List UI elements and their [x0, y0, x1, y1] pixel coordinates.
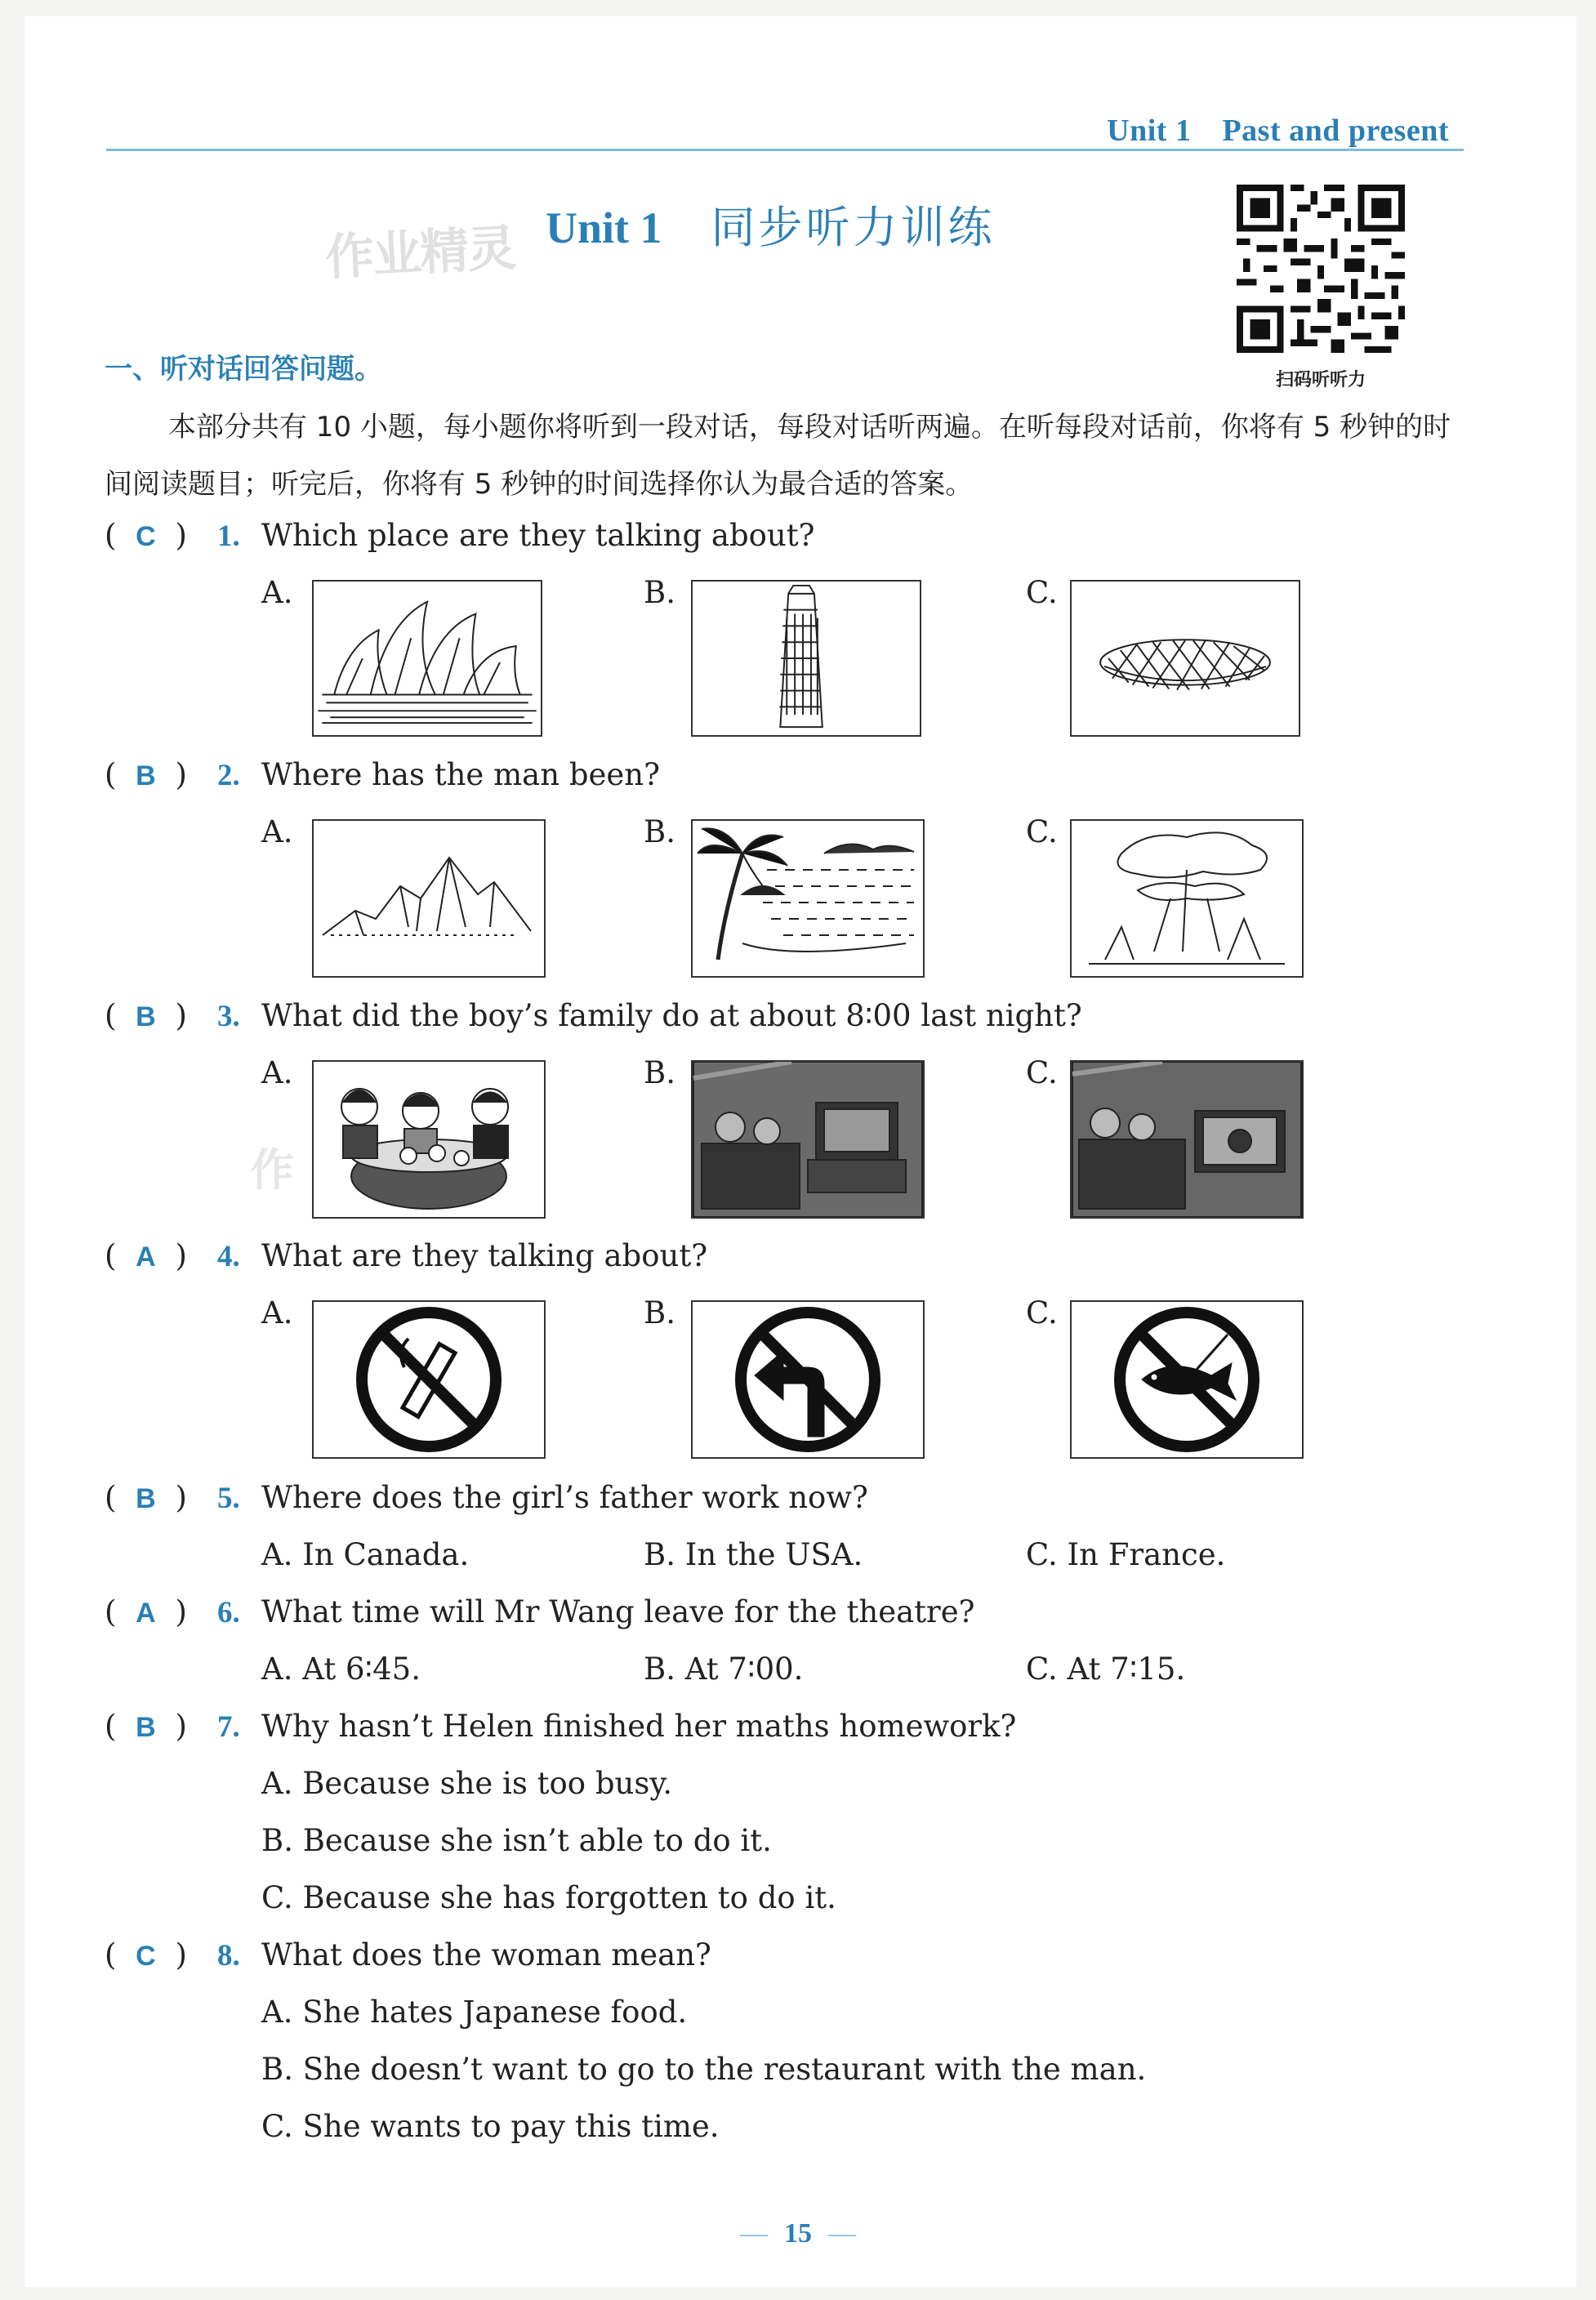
question-text: Which place are they talking about? — [261, 518, 815, 553]
title-text: 同步听力训练 — [711, 202, 996, 253]
answer-2[interactable]: B — [136, 760, 156, 791]
leaning-tower-image[interactable] — [691, 580, 921, 737]
option-c[interactable]: C. In France. — [1026, 1537, 1226, 1572]
option-b[interactable]: B. Because she isn’t able to do it. — [261, 1823, 772, 1858]
option-a[interactable]: A. In Canada. — [261, 1537, 470, 1572]
qr-caption: 扫码听听力 — [1275, 370, 1366, 390]
running-header — [1107, 113, 1449, 149]
birds-nest-stadium-image[interactable] — [1070, 580, 1300, 737]
answer-8[interactable]: C — [136, 1941, 156, 1972]
option-b[interactable]: B. — [644, 1295, 675, 1331]
section-instructions: 本部分共有 10 小题，每小题你将听到一段对话，每段对话听两遍。在听每段对话前，你将有 5 秒钟的时间阅读题目；听完后，你将有 5 秒钟的时间选择你认为最合适的答案。 — [105, 411, 1451, 501]
option-c[interactable]: C. At 7∶15. — [1026, 1651, 1186, 1687]
option-b[interactable]: B. She doesn’t want to go to the restaurant with the man. — [261, 2052, 1147, 2087]
option-a[interactable]: A. — [261, 575, 293, 610]
no-fishing-sign-image[interactable] — [1070, 1300, 1304, 1459]
option-c[interactable]: C. — [1026, 1295, 1058, 1331]
option-b[interactable]: B. — [644, 1055, 675, 1090]
option-c[interactable]: C. — [1026, 814, 1058, 849]
option-a[interactable]: A. Because she is too busy. — [261, 1766, 673, 1801]
page-footer: — 15 — — [740, 2218, 856, 2249]
watermark-fragment: 作 — [250, 1144, 294, 1196]
answer-4[interactable]: A — [136, 1241, 156, 1273]
question-text: What are they talking about? — [261, 1238, 708, 1273]
question-text: Why hasn’t Helen finished her maths homework? — [261, 1709, 1017, 1744]
answer-6[interactable]: A — [136, 1598, 156, 1629]
qr-code-icon — [1237, 185, 1405, 353]
question-8: ( C ) 8. What does the woman mean? — [105, 1937, 711, 1972]
qr-code[interactable] — [1237, 185, 1405, 353]
answer-7[interactable]: B — [136, 1712, 156, 1743]
mountains-image[interactable] — [312, 819, 546, 978]
option-b[interactable]: B. In the USA. — [644, 1537, 863, 1572]
option-a[interactable]: A. — [261, 1295, 293, 1331]
family-watching-tv-2-image[interactable] — [1070, 1060, 1304, 1219]
question-3: ( B ) 3. What did the boy’s family do at about 8∶00 last night? — [105, 998, 1082, 1033]
option-b[interactable]: B. At 7∶00. — [644, 1651, 804, 1687]
header-rule — [106, 149, 1464, 151]
beach-image[interactable] — [691, 819, 925, 978]
question-2: ( B ) 2. Where has the man been? — [105, 757, 660, 792]
option-c[interactable]: C. — [1026, 1055, 1058, 1090]
answer-1[interactable]: C — [136, 521, 156, 552]
page-number: 15 — [784, 2218, 812, 2249]
watermark: 作业精灵 — [323, 219, 516, 288]
option-c[interactable]: C. Because she has forgotten to do it. — [261, 1880, 836, 1915]
option-a[interactable]: A. She hates Japanese food. — [261, 1995, 688, 2030]
question-text: Where has the man been? — [261, 757, 660, 792]
no-left-turn-sign-image[interactable] — [691, 1300, 925, 1459]
question-text: What does the woman mean? — [261, 1937, 711, 1972]
question-text: Where does the girl’s father work now? — [261, 1480, 868, 1515]
header-subtitle: Past and present — [1222, 114, 1449, 148]
forest-image[interactable] — [1070, 819, 1304, 978]
page-title — [546, 193, 996, 256]
option-b[interactable]: B. — [644, 814, 675, 849]
section-title: 一、听对话回答问题。 — [105, 353, 382, 386]
family-dinner-image[interactable] — [312, 1060, 546, 1219]
question-1: ( C ) 1. Which place are they talking about? — [105, 518, 815, 553]
question-7: ( B ) 7. Why hasn’t Helen finished her maths homework? — [105, 1709, 1017, 1744]
question-text: What did the boy’s family do at about 8∶00 last night? — [261, 998, 1082, 1033]
answer-5[interactable]: B — [136, 1483, 156, 1514]
option-a[interactable]: A. — [261, 814, 293, 849]
title-unit: Unit 1 — [546, 203, 662, 252]
answer-3[interactable]: B — [136, 1001, 156, 1032]
opera-house-image[interactable] — [312, 580, 542, 737]
question-text: What time will Mr Wang leave for the theatre? — [261, 1594, 975, 1629]
family-watching-tv-image[interactable] — [691, 1060, 925, 1219]
option-c[interactable]: C. — [1026, 575, 1058, 610]
option-a[interactable]: A. At 6∶45. — [261, 1651, 421, 1687]
option-c[interactable]: C. She wants to pay this time. — [261, 2109, 720, 2144]
no-smoking-sign-image[interactable] — [312, 1300, 546, 1459]
option-b[interactable]: B. — [644, 575, 675, 610]
question-5: ( B ) 5. Where does the girl’s father work now? — [105, 1480, 868, 1515]
header-unit: Unit 1 — [1107, 114, 1192, 148]
question-6: ( A ) 6. What time will Mr Wang leave for the theatre? — [105, 1594, 975, 1629]
question-4: ( A ) 4. What are they talking about? — [105, 1238, 708, 1273]
option-a[interactable]: A. — [261, 1055, 293, 1090]
